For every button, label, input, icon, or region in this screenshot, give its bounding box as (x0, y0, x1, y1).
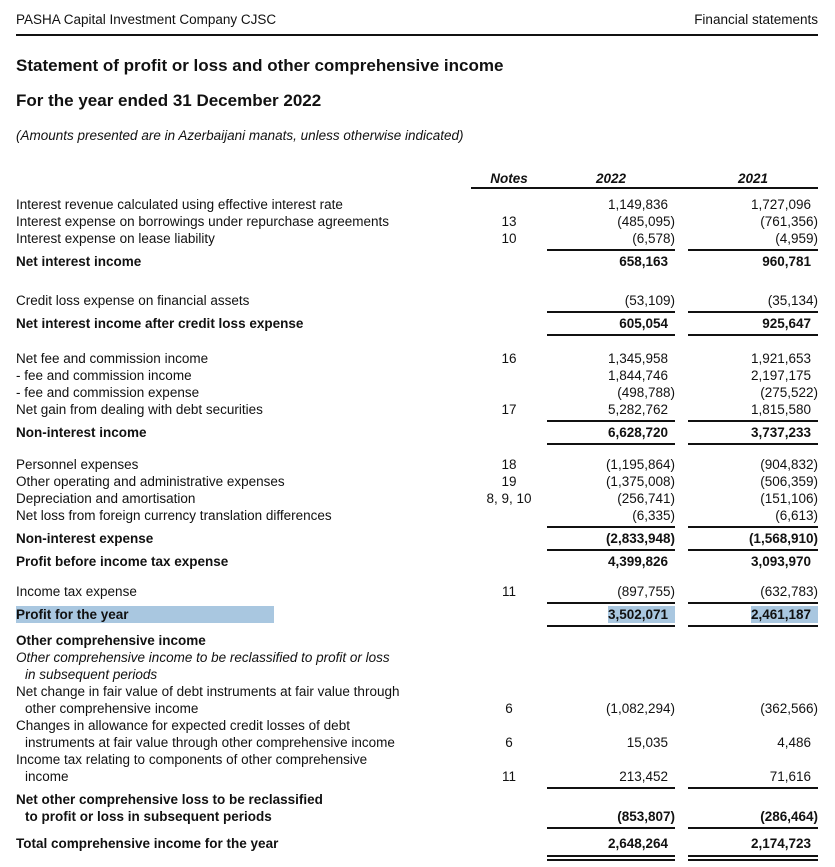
row-note (471, 553, 547, 570)
row-note (471, 808, 547, 829)
row-label: Personnel expenses (16, 457, 139, 472)
row-label: Credit loss expense on financial assets (16, 293, 250, 308)
table-row (16, 751, 818, 768)
column-gap (675, 292, 688, 313)
table-row (16, 632, 818, 649)
row-note (471, 666, 547, 683)
row-label: Net interest income after credit loss expense (16, 316, 304, 331)
column-gap (675, 424, 688, 445)
row-value-2022 (547, 649, 675, 666)
row-value-2021: (275,522) (760, 385, 818, 400)
row-value-2022: 1,844,746 (607, 368, 668, 383)
column-gap (675, 490, 688, 507)
row-note: 6 (505, 701, 513, 716)
row-value-2022: (2,833,948) (547, 530, 675, 551)
row-value-2021: (362,566) (760, 701, 818, 716)
column-gap (675, 230, 688, 251)
table-row (16, 456, 818, 473)
table-row (16, 768, 818, 789)
row-value-2021: 1,727,096 (750, 197, 811, 212)
column-gap (675, 632, 688, 649)
table-row (16, 808, 818, 829)
row-note: 6 (505, 735, 513, 750)
row-label: Net loss from foreign currency translation differences (16, 508, 332, 523)
row-label: Net other comprehensive loss to be reclassified (16, 792, 323, 807)
row-note (471, 835, 547, 861)
row-value-2022 (547, 666, 675, 683)
row-value-2021: 2,174,723 (688, 835, 818, 861)
column-gap (675, 583, 688, 604)
row-value-2022: 2,648,264 (547, 835, 675, 861)
row-value-2022: (6,335) (547, 507, 675, 528)
table-row (16, 666, 818, 683)
row-value-2021: 3,737,233 (688, 424, 818, 445)
column-gap (675, 649, 688, 666)
column-gap (675, 808, 688, 829)
column-gap (675, 768, 688, 789)
row-value-2022 (547, 751, 675, 768)
row-value-2021 (688, 751, 818, 768)
row-label: Depreciation and amortisation (16, 491, 196, 506)
header-right-label: Financial statements (694, 12, 818, 27)
column-gap (675, 530, 688, 551)
row-value-2021: (35,134) (688, 292, 818, 313)
row-value-2022: (6,578) (547, 230, 675, 251)
row-note (471, 632, 547, 649)
row-value-2022: (1,082,294) (605, 701, 675, 716)
row-value-2021: (632,783) (688, 583, 818, 604)
table-row (16, 213, 818, 230)
column-header-2021: 2021 (737, 171, 769, 186)
row-label: Profit before income tax expense (16, 554, 229, 569)
column-gap (675, 253, 688, 270)
row-value-2021: 1,815,580 (688, 401, 818, 422)
row-label: Net change in fair value of debt instruments at fair value through (16, 684, 400, 699)
row-value-2021: (151,106) (760, 491, 818, 506)
column-header-notes: Notes (490, 171, 528, 186)
column-gap (675, 384, 688, 401)
statement-title: Statement of profit or loss and other comprehensive income (16, 56, 504, 75)
row-value-2021: 1,921,653 (750, 351, 811, 366)
row-note (471, 751, 547, 768)
table-row (16, 583, 818, 604)
row-note: 17 (501, 402, 517, 417)
row-value-2022 (547, 632, 675, 649)
column-gap (675, 683, 688, 700)
column-gap (675, 473, 688, 490)
row-note (471, 253, 547, 270)
row-label: Interest expense on borrowings under repurchase agreements (16, 214, 389, 229)
row-label: Income tax expense (16, 584, 137, 599)
row-label: in subsequent periods (25, 667, 158, 682)
row-note: 10 (501, 231, 517, 246)
row-value-2021: (506,359) (760, 474, 818, 489)
row-label: Non-interest income (16, 425, 147, 440)
row-value-2021 (688, 632, 818, 649)
column-gap (675, 507, 688, 528)
table-row (16, 292, 818, 313)
row-value-2022: 1,149,836 (607, 197, 668, 212)
row-value-2022: (53,109) (547, 292, 675, 313)
row-value-2021: 3,093,970 (750, 554, 811, 569)
row-value-2021: 925,647 (688, 315, 818, 336)
row-value-2022: (485,095) (617, 214, 675, 229)
row-label: Interest expense on lease liability (16, 231, 215, 246)
row-value-2021: (6,613) (688, 507, 818, 528)
column-gap (675, 170, 688, 187)
table-row (16, 424, 818, 445)
row-note: 19 (501, 474, 517, 489)
running-header (16, 12, 818, 36)
row-value-2022: 4,399,826 (607, 554, 668, 569)
row-note (471, 507, 547, 528)
row-value-2021: 2,461,187 (688, 606, 818, 627)
column-gap (675, 666, 688, 683)
row-value-2022: 3,502,071 (547, 606, 675, 627)
row-note: 18 (501, 457, 517, 472)
row-note: 11 (501, 769, 516, 784)
row-value-2022: (498,788) (617, 385, 675, 400)
row-value-2021: 960,781 (762, 254, 811, 269)
column-gap (675, 196, 688, 213)
table-row (16, 530, 818, 551)
table-row (16, 791, 818, 808)
column-gap (675, 606, 688, 627)
column-gap (675, 213, 688, 230)
row-label: Income tax relating to components of other comprehensive (16, 752, 368, 767)
row-label: - fee and commission expense (16, 385, 200, 400)
row-value-2021 (688, 791, 818, 808)
row-note (471, 196, 547, 213)
statement-period: For the year ended 31 December 2022 (16, 91, 322, 110)
row-value-2022 (547, 683, 675, 700)
row-note (471, 315, 547, 336)
row-label: to profit or loss in subsequent periods (25, 809, 272, 824)
table-row (16, 553, 818, 570)
row-label: Profit for the year (16, 606, 471, 627)
table-row (16, 835, 818, 861)
row-note (471, 649, 547, 666)
table-row (16, 490, 818, 507)
row-value-2022: 605,054 (547, 315, 675, 336)
row-value-2022: (256,741) (617, 491, 675, 506)
row-value-2022 (547, 791, 675, 808)
row-label: Other comprehensive income (16, 633, 206, 648)
column-gap (675, 835, 688, 861)
row-value-2021: (761,356) (760, 214, 818, 229)
row-value-2022: 5,282,762 (547, 401, 675, 422)
table-row (16, 401, 818, 422)
row-value-2021: (1,568,910) (688, 530, 818, 551)
row-label: Other comprehensive income to be reclassified to profit or loss (16, 650, 390, 665)
row-note: 16 (501, 351, 517, 366)
table-row (16, 367, 818, 384)
row-value-2022: (897,755) (547, 583, 675, 604)
row-value-2022 (547, 717, 675, 734)
row-value-2022: (853,807) (547, 808, 675, 829)
row-note (471, 424, 547, 445)
company-name: PASHA Capital Investment Company CJSC (16, 12, 277, 27)
row-note (471, 530, 547, 551)
table-row (16, 649, 818, 666)
row-value-2021: 2,197,175 (750, 368, 811, 383)
row-note (471, 292, 547, 313)
row-value-2021 (688, 649, 818, 666)
row-label: instruments at fair value through other comprehensive income (25, 735, 395, 750)
row-note: 8, 9, 10 (486, 491, 532, 506)
row-value-2021: (286,464) (688, 808, 818, 829)
table-row (16, 230, 818, 251)
currency-note: (Amounts presented are in Azerbaijani manats, unless otherwise indicated) (16, 128, 464, 143)
column-gap (675, 315, 688, 336)
row-note (471, 683, 547, 700)
table-row (16, 196, 818, 213)
row-value-2021: 71,616 (688, 768, 818, 789)
table-row (16, 384, 818, 401)
table-row (16, 350, 818, 367)
column-gap (675, 700, 688, 717)
income-statement-table (16, 170, 818, 861)
row-value-2021 (688, 666, 818, 683)
column-gap (675, 456, 688, 473)
row-value-2022: 6,628,720 (547, 424, 675, 445)
column-gap (675, 367, 688, 384)
row-value-2021 (688, 683, 818, 700)
table-row (16, 700, 818, 717)
row-note (471, 717, 547, 734)
row-value-2021: (4,959) (688, 230, 818, 251)
row-note (471, 384, 547, 401)
column-gap (675, 553, 688, 570)
row-label: - fee and commission income (16, 368, 192, 383)
column-gap (675, 401, 688, 422)
row-note (471, 791, 547, 808)
header-rule-spacer (16, 187, 471, 189)
table-row (16, 507, 818, 528)
header-rule (16, 187, 818, 189)
column-gap (675, 350, 688, 367)
column-header-2022: 2022 (595, 171, 627, 186)
row-value-2021: 4,486 (777, 735, 811, 750)
row-note (471, 367, 547, 384)
row-value-2021 (688, 717, 818, 734)
row-label: Other operating and administrative expenses (16, 474, 285, 489)
row-label: other comprehensive income (25, 701, 199, 716)
row-note: 11 (501, 584, 516, 599)
column-header-label (16, 170, 471, 187)
row-value-2022: (1,195,864) (605, 457, 675, 472)
row-value-2022: 658,163 (619, 254, 668, 269)
table-body (16, 196, 818, 861)
table-row (16, 315, 818, 336)
row-value-2022: 1,345,958 (607, 351, 668, 366)
table-row (16, 717, 818, 734)
table-header-row (16, 170, 818, 187)
row-note (471, 606, 547, 627)
row-label: income (25, 769, 69, 784)
column-gap (675, 791, 688, 808)
row-label: Net gain from dealing with debt securities (16, 402, 263, 417)
row-value-2022: 15,035 (626, 735, 668, 750)
row-value-2021: (904,832) (760, 457, 818, 472)
header-rule-line (471, 187, 818, 189)
row-label: Non-interest expense (16, 531, 154, 546)
row-label: Interest revenue calculated using effective interest rate (16, 197, 343, 212)
column-gap (675, 751, 688, 768)
table-row (16, 734, 818, 751)
row-value-2022: (1,375,008) (605, 474, 675, 489)
table-row (16, 683, 818, 700)
row-value-2022: 213,452 (547, 768, 675, 789)
table-row (16, 606, 818, 627)
row-label: Changes in allowance for expected credit losses of debt (16, 718, 350, 733)
row-note: 13 (501, 214, 517, 229)
table-row (16, 253, 818, 270)
table-row (16, 473, 818, 490)
column-gap (675, 717, 688, 734)
row-label: Net interest income (16, 254, 142, 269)
row-label: Total comprehensive income for the year (16, 836, 279, 851)
row-label: Net fee and commission income (16, 351, 209, 366)
column-gap (675, 734, 688, 751)
